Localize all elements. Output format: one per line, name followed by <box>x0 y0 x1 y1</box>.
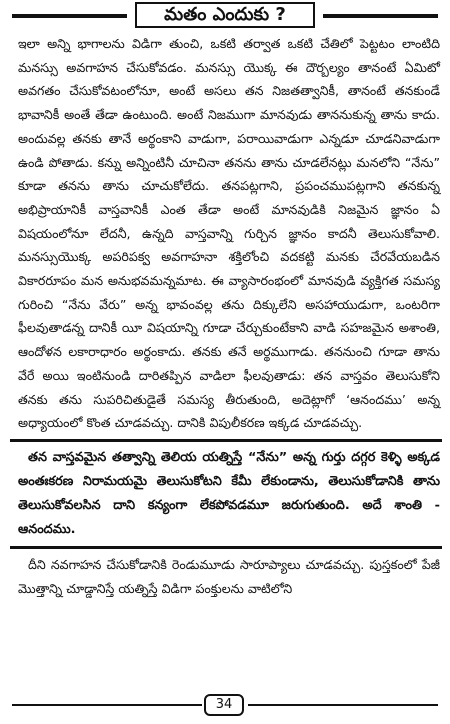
page-header <box>0 0 450 30</box>
footer-rule-left <box>12 704 202 706</box>
header-rule-right <box>323 14 438 18</box>
footer-rule-right <box>248 704 438 706</box>
page-body <box>18 32 440 600</box>
paragraph-continued: దీని నవగాహన చేసుకోడానికి రెండుమూడు సారూప్యాలు చూడవచ్చు. పుస్తకంలో పేజీ మొత్తాన్ని చూడ్డానిస్తే యత్నిస్తే విడిగా పంక్తులను వాటిలోని <box>18 556 440 596</box>
header-rule-left <box>12 14 127 18</box>
paragraph-emphasis: తన వాస్తవమైన తత్వాన్ని తెలియ యత్నిస్తే “నేను” అన్న గుర్తు దగ్గర కెళ్ళి అక్కడ అంతఃకరణ నిరామయమై తెలుసుకోటని కేమీ లేకుండాను, తెలుసుకోడానికి తాను తెలుసుకోవలసిన దాని కన్యంగా లేకపోవడమూ జరుగుతుంది. అదే శాంతి - ఆనందము. <box>18 449 440 537</box>
section-divider-2 <box>10 546 442 549</box>
paragraph-main: ఇలా అన్ని భాగాలను విడిగా తుంచి, ఒకటి తర్వాత ఒకటి చేతిలో పెట్టటం లాంటిది మనస్సు అవగాహన చేసుకోవడం. మనస్సు యొక్క ఈ దౌర్బల్యం తానంటే ఏమిటో అవగతం చేసుకోవటంలోనూ, అంటే అసలు తన నిజతత్వానికీ, తానంటే తనకుండే భావానికీ అంతే తేడా ఉంటుంది. అంటే నిజముగా మానవుడు తాననుకున్న తాను కాదు. అందువల్ల తనకు తానే అర్థంకాని వాడుగా, పరాయివాడుగా ఎన్నడూ చూడనివాడుగా ఉండి పోతాడు. కన్ను అన్నింటినీ చూచినా తనను తాను చూడలేనట్లు మనలోని “నేను” కూడా తనను తాను చూచుకోలేదు. తనపట్లగాని, ప్రపంచముపట్లగాని తనకున్న అభిప్రాయానికీ వాస్తవానికీ ఎంత తేడా అంటే మానవుడికి నిజమైన జ్ఞానం ఏ విషయంలోనూ లేదనీ, ఉన్నది వాస్తవాన్ని గుర్చిన జ్ఞానం కాదనీ తెలుసుకోవాలి. మనస్సుయొక్క అపరిపక్వ అవగాహనా శక్తిలోంచి వదకట్టి మనకు చేరవేయబడిన వికారరూపం మన అనుభవమన్నమాట. ఈ వ్యాసారంభంలో మానవుడి వ్యక్తిగత సమస్య గురించి “నేను వేరు” అన్న భావంవల్ల తను దిక్కులేని అసహాయుడుగా, ఒంటరిగా ఫీలవుతాడన్న దానికీ యీ విషయాన్ని గూడా చేర్చుకుంటేకాని వాడి సహజమైన అశాంతి, ఆందోళన లకారాధారం అర్థంకాదు. తనకు తనే అర్థముగాడు. తననుంచి గూడా తాను వేరే అయి ఇంటినుండి దారితప్పిన వాడిలా ఫీలవుతాడు: తన వాస్తవం తెలుసుకోని తనకు తను సుపరిచితుడైతే సమస్య తీరుతుంది, అదెట్లాగో ‘ఆనందము’ అన్న అధ్యాయంలో కొంత చూడవచ్చు. దానికి విపులీకరణ ఇక్కడ చూడవచ్చు. <box>18 36 440 431</box>
page-footer <box>0 692 450 720</box>
page-number: 34 <box>204 694 244 716</box>
section-divider <box>10 439 442 442</box>
chapter-title: మతం ఎందుకు ? <box>135 2 315 28</box>
